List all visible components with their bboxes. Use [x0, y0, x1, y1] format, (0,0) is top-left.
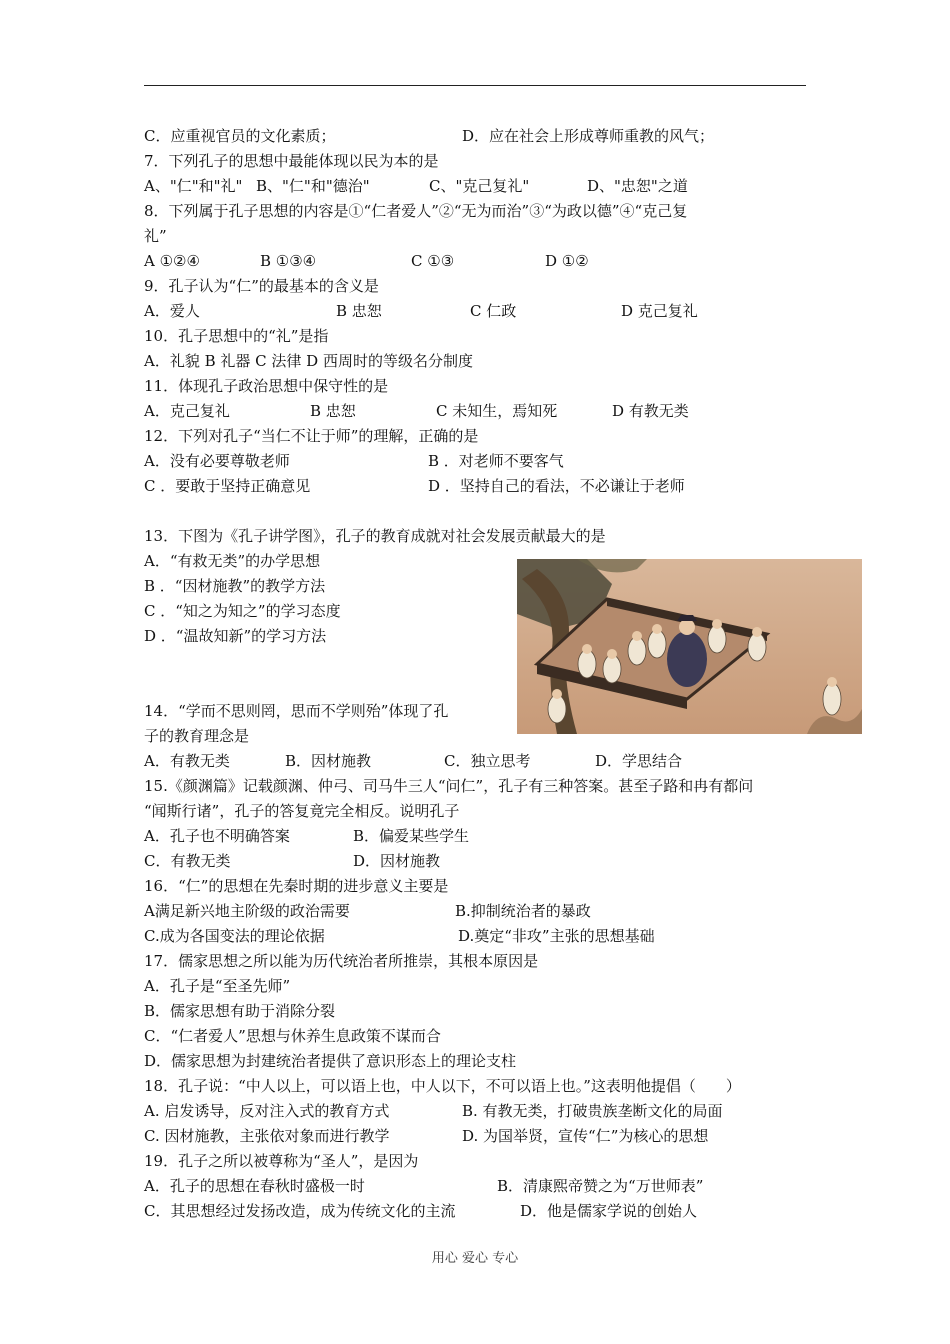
q14-option-b: B．因材施教 [285, 752, 372, 770]
q17-option-b: B．儒家思想有助于消除分裂 [144, 1002, 336, 1020]
q9-stem: 9．孔子认为“仁”的最基本的含义是 [144, 277, 379, 295]
q19-option-a: A．孔子的思想在春秋时盛极一时 [144, 1177, 365, 1195]
q17-option-a: A．孔子是“至圣先师” [144, 977, 291, 995]
q9-option-a: A．爱人 [144, 302, 200, 320]
q8-stem-line2: 礼” [144, 227, 167, 245]
q6-options-cd [144, 124, 809, 149]
q12-option-c: C ．要敢于坚持正确意见 [144, 477, 311, 495]
q13-option-d: D ．“温故知新”的学习方法 [144, 627, 327, 645]
q12-option-d: D ．坚持自己的看法，不必谦让于老师 [428, 477, 685, 495]
q7-stem: 7．下列孔子的思想中最能体现以民为本的是 [144, 152, 439, 170]
q14-stem-line1: 14．“学而不思则罔，思而不学则殆”体现了孔 [144, 702, 449, 720]
q8-option-b: B ①③④ [260, 252, 317, 270]
q6-option-c: C．应重视官员的文化素质； [144, 127, 336, 145]
q16-option-d: D.奠定“非攻”主张的思想基础 [458, 927, 655, 945]
q17-option-c: C．“仁者爱人”思想与休养生息政策不谋而合 [144, 1027, 441, 1045]
q19-options-cd [144, 1199, 809, 1224]
q15-options-ab [144, 824, 809, 849]
q13-option-c: C ．“知之为知之”的学习态度 [144, 602, 341, 620]
q11-options [144, 399, 809, 424]
q8-option-c: C ①③ [411, 252, 455, 270]
q7-option-d: D、"忠恕"之道 [587, 177, 688, 195]
q18-stem: 18．孔子说：“中人以上，可以语上也，中人以下，不可以语上也。”这表明他提倡（ ） [144, 1077, 741, 1095]
q18-option-a: A. 启发诱导，反对注入式的教育方式 [144, 1102, 390, 1120]
q19-option-c: C．其思想经过发扬改造，成为传统文化的主流 [144, 1202, 456, 1220]
q14-options [144, 749, 809, 774]
q10-options: A．礼貌 B 礼器 C 法律 D 西周时的等级名分制度 [144, 352, 473, 370]
q15-option-a: A．孔子也不明确答案 [144, 827, 290, 845]
q19-option-b: B．清康熙帝赞之为“万世师表” [497, 1177, 704, 1195]
q8-options [144, 249, 809, 274]
q11-option-c: C 未知生，焉知死 [436, 402, 558, 420]
page-footer: 用心 爱心 专心 [431, 1251, 519, 1266]
q8-option-a: A ①②④ [144, 252, 200, 270]
q15-option-b: B．偏爱某些学生 [353, 827, 470, 845]
q19-options-ab [144, 1174, 809, 1199]
q6-option-d: D．应在社会上形成尊师重教的风气； [462, 127, 715, 145]
q16-stem: 16．“仁”的思想在先秦时期的进步意义主要是 [144, 877, 449, 895]
q16-options-cd [144, 924, 809, 949]
q14-stem-line2: 子的教育理念是 [144, 727, 250, 745]
confucius-lecture-painting [517, 559, 862, 734]
q14-option-d: D．学思结合 [595, 752, 683, 770]
q10-stem: 10．孔子思想中的“礼”是指 [144, 327, 329, 345]
blank-line [144, 499, 809, 524]
q18-option-c: C. 因材施教，主张依对象而进行教学 [144, 1127, 390, 1145]
q7-option-a: A、"仁"和"礼" [144, 177, 243, 195]
q15-option-c: C．有教无类 [144, 852, 231, 870]
header-rule [144, 85, 806, 86]
q12-options-ab [144, 449, 809, 474]
q11-option-a: A．克己复礼 [144, 402, 230, 420]
q13-stem: 13．下图为《孔子讲学图》，孔子的教育成就对社会发展贡献最大的是 [144, 527, 606, 545]
q14-option-c: C．独立思考 [444, 752, 531, 770]
q18-options-ab [144, 1099, 809, 1124]
q12-stem: 12．下列对孔子“当仁不让于师”的理解，正确的是 [144, 427, 479, 445]
q16-option-b: B.抑制统治者的暴政 [455, 902, 591, 920]
q9-option-d: D 克己复礼 [621, 302, 698, 320]
q7-option-b: B、"仁"和"德治" [256, 177, 370, 195]
q15-stem-line2: “闻斯行诸”，孔子的答复竟完全相反。说明孔子 [144, 802, 460, 820]
q12-options-cd [144, 474, 809, 499]
q12-option-a: A．没有必要尊敬老师 [144, 452, 290, 470]
q8-stem-line1: 8．下列属于孔子思想的内容是①“仁者爱人”②“无为而治”③“为政以德”④“克己复 [144, 202, 688, 220]
q11-stem: 11．体现孔子政治思想中保守性的是 [144, 377, 389, 395]
q13-option-b: B ．“因材施教”的教学方法 [144, 577, 326, 595]
q14-option-a: A．有教无类 [144, 752, 230, 770]
q11-option-d: D 有教无类 [612, 402, 689, 420]
q12-option-b: B ．对老师不要客气 [428, 452, 564, 470]
q15-option-d: D．因材施教 [353, 852, 441, 870]
q17-option-d: D．儒家思想为封建统治者提供了意识形态上的理论支柱 [144, 1052, 517, 1070]
q13-option-a: A．“有救无类”的办学思想 [144, 552, 321, 570]
q18-option-d: D. 为国举贤，宣传“仁”为核心的思想 [462, 1127, 709, 1145]
q7-options [144, 174, 809, 199]
q8-option-d: D ①② [545, 252, 589, 270]
q16-option-c: C.成为各国变法的理论依据 [144, 927, 325, 945]
q9-option-b: B 忠恕 [336, 302, 382, 320]
q16-option-a: A满足新兴地主阶级的政治需要 [144, 902, 350, 920]
q15-options-cd [144, 849, 809, 874]
q17-stem: 17．儒家思想之所以能为历代统治者所推崇，其根本原因是 [144, 952, 539, 970]
q19-stem: 19．孔子之所以被尊称为“圣人”，是因为 [144, 1152, 419, 1170]
q18-options-cd [144, 1124, 809, 1149]
q19-option-d: D．他是儒家学说的创始人 [520, 1202, 698, 1220]
q9-options [144, 299, 809, 324]
q11-option-b: B 忠恕 [310, 402, 356, 420]
q7-option-c: C、"克己复礼" [429, 177, 530, 195]
q9-option-c: C 仁政 [470, 302, 517, 320]
q16-options-ab [144, 899, 809, 924]
q18-option-b: B. 有教无类，打破贵族垄断文化的局面 [462, 1102, 723, 1120]
q15-stem-line1: 15.《颜渊篇》记载颜渊、仲弓、司马牛三人“问仁”，孔子有三种答案。甚至子路和冉有都问 [144, 777, 754, 795]
